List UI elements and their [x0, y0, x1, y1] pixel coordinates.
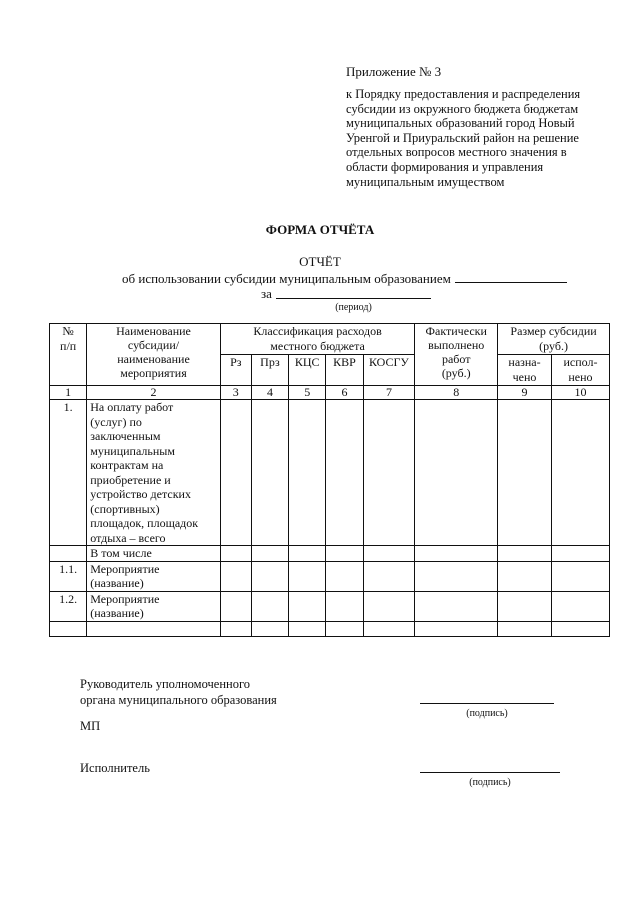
cell: [326, 591, 363, 621]
header-text: Размер субсидии: [510, 324, 597, 338]
row-name-line: (название): [90, 606, 144, 620]
column-number: 1: [50, 386, 87, 400]
header-name: [87, 324, 221, 386]
appendix-reference: [346, 87, 608, 189]
row-name-line: площадок, площадок: [90, 516, 199, 530]
cell: [498, 591, 552, 621]
column-number: 3: [220, 386, 251, 400]
column-number: 8: [415, 386, 498, 400]
header-subsidy: [498, 324, 610, 355]
row-name: [87, 621, 221, 636]
report-subtitle-text: об использовании субсидии муниципальным образованием: [122, 271, 451, 286]
cell: [498, 561, 552, 591]
period-caption: (период): [335, 302, 372, 313]
header-text: работ: [441, 352, 471, 366]
row-num: 1.2.: [50, 591, 87, 621]
header-executed: [551, 355, 609, 386]
header-text: чено: [512, 369, 537, 384]
appendix-line: муниципальных образований город Новый: [346, 116, 575, 131]
cell: [551, 561, 609, 591]
row-name-line: Мероприятие: [90, 591, 160, 606]
appendix-line: муниципальным имуществом: [346, 174, 505, 189]
row-name-line: (спортивных): [90, 501, 160, 516]
row-name-line: устройство детских: [90, 487, 191, 501]
row-num: 1.: [50, 400, 87, 546]
report-title: ОТЧЁТ: [299, 254, 341, 269]
head-signature-caption: (подпись): [466, 708, 508, 719]
header-classification: [220, 324, 415, 355]
cell: [289, 561, 326, 591]
header-text: наименование: [117, 352, 190, 366]
header-text: Фактически: [425, 324, 487, 338]
row-name-line: (услуг) по: [90, 414, 142, 429]
table-row: [50, 621, 610, 636]
row-name-line: Мероприятие: [90, 561, 160, 576]
cell: [220, 546, 251, 562]
executor-label: Исполнитель: [80, 761, 150, 775]
column-number: 6: [326, 386, 363, 400]
header-text: (руб.): [441, 366, 471, 380]
row-name: [87, 400, 221, 546]
cell: [251, 546, 288, 562]
header-text: (руб.): [539, 338, 568, 353]
header-kcs: КЦС: [289, 355, 326, 386]
cell: [415, 591, 498, 621]
cell: [551, 591, 609, 621]
cell: [289, 400, 326, 546]
cell: [415, 621, 498, 636]
row-name-line: отдыха – всего: [90, 530, 166, 545]
cell: [363, 561, 415, 591]
cell: [251, 400, 288, 546]
report-subtitle: [122, 270, 567, 287]
header-text: Наименование: [116, 324, 191, 338]
municipality-blank-line: [455, 270, 567, 283]
cell: [415, 546, 498, 562]
header-kvr: КВР: [326, 355, 363, 386]
cell: [220, 621, 251, 636]
row-name-line: муниципальным: [90, 443, 175, 458]
cell: [251, 591, 288, 621]
row-name: [87, 591, 221, 621]
header-text: №: [62, 324, 74, 338]
cell: [289, 621, 326, 636]
row-name: [87, 561, 221, 591]
period-blank-line: [276, 298, 431, 299]
header-text: субсидии/: [127, 338, 180, 352]
table-row: [50, 546, 610, 562]
cell: [251, 621, 288, 636]
column-number: 10: [551, 386, 609, 400]
column-number: 9: [498, 386, 552, 400]
row-name-line: (название): [90, 576, 144, 590]
header-text: местного бюджета: [270, 338, 365, 353]
header-actual: [415, 324, 498, 386]
report-table: [49, 323, 610, 637]
cell: [220, 400, 251, 546]
cell: [498, 546, 552, 562]
appendix-line: к Порядку предоставления и распределения: [346, 87, 581, 101]
row-name-line: контрактам на: [90, 458, 164, 472]
header-prz: Прз: [251, 355, 288, 386]
head-signature-line: органа муниципального образования: [80, 693, 277, 707]
cell: [220, 561, 251, 591]
cell: [363, 621, 415, 636]
column-number: 4: [251, 386, 288, 400]
appendix-line: субсидии из окружного бюджета бюджетам: [346, 101, 579, 116]
header-text: выполнено: [428, 338, 485, 352]
cell: [551, 400, 609, 546]
header-text: назна-: [508, 355, 541, 369]
form-title: ФОРМА ОТЧЁТА: [265, 222, 375, 237]
row-name-line: приобретение и: [90, 472, 171, 487]
cell: [498, 400, 552, 546]
row-name-line: На оплату работ: [90, 400, 174, 414]
head-signature-line: Руководитель уполномоченного: [80, 677, 251, 691]
cell: [415, 400, 498, 546]
column-number: 5: [289, 386, 326, 400]
header-text: испол-: [563, 355, 598, 369]
header-assigned: [498, 355, 552, 386]
cell: [363, 546, 415, 562]
row-name-line: В том числе: [90, 546, 152, 560]
row-num: [50, 546, 87, 562]
cell: [326, 546, 363, 562]
row-name: [87, 546, 221, 562]
header-text: нено: [568, 369, 593, 384]
cell: [289, 591, 326, 621]
header-rz: Рз: [220, 355, 251, 386]
header-text: п/п: [60, 338, 77, 353]
row-name-line: заключенным: [90, 429, 161, 443]
header-kosgu: КОСГУ: [363, 355, 415, 386]
header-row: [50, 324, 610, 355]
cell: [551, 621, 609, 636]
cell: [326, 400, 363, 546]
cell: [220, 591, 251, 621]
column-number: 2: [87, 386, 221, 400]
header-num: [50, 324, 87, 386]
cell: [498, 621, 552, 636]
appendix-title: Приложение № 3: [346, 64, 442, 79]
stamp-label: МП: [80, 719, 101, 733]
row-num: [50, 621, 87, 636]
table-row: [50, 561, 610, 591]
head-signature-label: [80, 676, 277, 708]
cell: [363, 400, 415, 546]
executor-signature-caption: (подпись): [469, 777, 511, 788]
column-number-row: [50, 386, 610, 400]
appendix-line: области формирования и управления: [346, 159, 544, 174]
appendix-line: Уренгой и Приуральский район на решение: [346, 130, 579, 145]
cell: [326, 621, 363, 636]
cell: [326, 561, 363, 591]
period-label: за: [261, 286, 272, 301]
appendix-line: отдельных вопросов местного значения в: [346, 145, 567, 160]
cell: [415, 561, 498, 591]
cell: [251, 561, 288, 591]
cell: [551, 546, 609, 562]
header-text: Классификация расходов: [253, 324, 382, 338]
column-number: 7: [363, 386, 415, 400]
row-num: 1.1.: [50, 561, 87, 591]
head-signature-field: [420, 703, 554, 704]
executor-signature-field: [420, 772, 560, 773]
table-row: [50, 591, 610, 621]
header-text: мероприятия: [120, 366, 187, 380]
table-row: [50, 400, 610, 546]
cell: [363, 591, 415, 621]
cell: [289, 546, 326, 562]
